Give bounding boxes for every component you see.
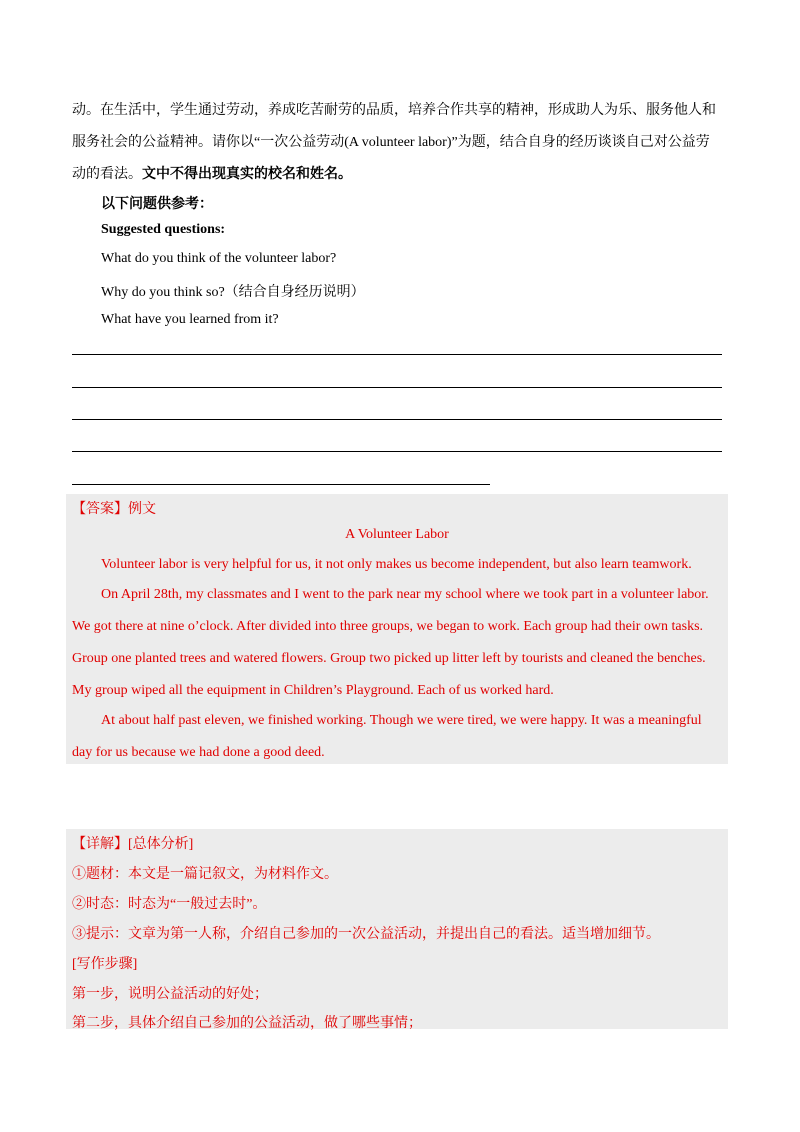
question-paragraph-line-3	[72, 163, 352, 183]
essay-paragraph-2-line-3: Group one planted trees and watered flowers. Group two picked up litter left by tourists and cleaned the benches.	[72, 651, 706, 666]
essay-title: A Volunteer Labor	[345, 527, 449, 542]
writing-step-1: 第一步，说明公益活动的好处；	[72, 987, 268, 1002]
question-line-3-normal: 动的看法。	[72, 167, 142, 182]
suggested-question-2: Why do you think so?（结合自身经历说明）	[101, 285, 365, 300]
reference-heading: 以下问题供参考：	[101, 197, 213, 212]
essay-paragraph-3-line-1: At about half past eleven, we finished working. Though we were tired, we were happy. It was a meaningful	[101, 713, 702, 728]
analysis-item-1: ①题材：本文是一篇记叙文，为材料作文。	[72, 867, 338, 882]
suggested-questions-heading: Suggested questions:	[101, 222, 226, 237]
analysis-item-2: ②时态：时态为“一般过去时”。	[72, 897, 267, 912]
essay-paragraph-1: Volunteer labor is very helpful for us, it not only makes us become independent, but also learn teamwork.	[101, 557, 692, 572]
suggested-question-1: What do you think of the volunteer labor?	[101, 251, 337, 266]
answer-label: 【答案】例文	[72, 502, 156, 517]
question-paragraph-line-1: 动。在生活中，学生通过劳动，养成吃苦耐劳的品质，培养合作共享的精神，形成助人为乐、服务他人和	[72, 103, 716, 118]
question-line-3-end: 。	[338, 167, 352, 182]
essay-paragraph-2-line-1: On April 28th, my classmates and I went to the park near my school where we took part in a volunteer labor.	[101, 587, 709, 602]
question-paragraph-line-2: 服务社会的公益精神。请你以“一次公益劳动(A volunteer labor)”为题，结合自身的经历谈谈自己对公益劳	[72, 135, 710, 150]
essay-paragraph-2-line-4: My group wiped all the equipment in Children’s Playground. Each of us worked hard.	[72, 683, 554, 698]
suggested-question-3: What have you learned from it?	[101, 312, 279, 327]
writing-line-2	[72, 387, 722, 388]
writing-line-3	[72, 419, 722, 420]
question-line-3-bold: 文中不得出现真实的校名和姓名	[142, 167, 338, 182]
writing-line-4	[72, 451, 722, 452]
essay-paragraph-2-line-2: We got there at nine o’clock. After divided into three groups, we began to work. Each group had their own tasks.	[72, 619, 704, 634]
writing-steps-label: [写作步骤]	[72, 957, 138, 972]
analysis-item-3: ③提示：文章为第一人称，介绍自己参加的一次公益活动，并提出自己的看法。适当增加细节。	[72, 927, 660, 942]
writing-step-2: 第二步，具体介绍自己参加的公益活动，做了哪些事情；	[72, 1016, 422, 1031]
essay-paragraph-3-line-2: day for us because we had done a good deed.	[72, 745, 325, 760]
analysis-label: 【详解】[总体分析]	[72, 837, 194, 852]
writing-line-1	[72, 354, 722, 355]
writing-line-5	[72, 484, 490, 485]
